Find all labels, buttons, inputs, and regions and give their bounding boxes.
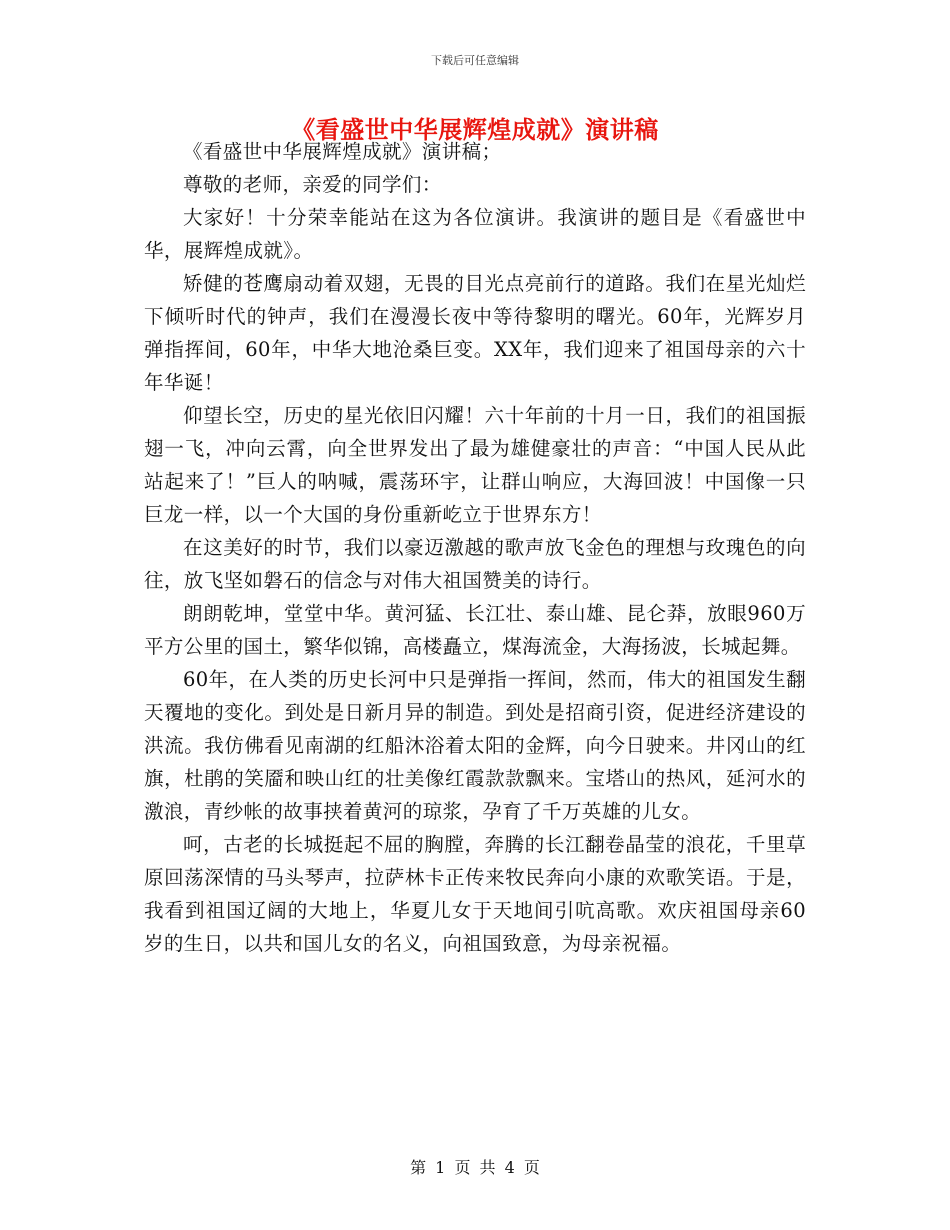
page-header-note: 下载后可任意编辑 (431, 54, 519, 67)
paragraph: 朗朗乾坤，堂堂中华。黄河猛、长江壮、泰山雄、昆仑莽，放眼960万平方公里的国土，繁华似锦，高楼矗立，煤海流金，大海扬波，长城起舞。 (144, 602, 806, 658)
paragraph: 60年，在人类的历史长河中只是弹指一挥间，然而，伟大的祖国发生翻天覆地的变化。到处是日新月异的制造。到处是招商引资，促进经济建设的洪流。我仿佛看见南湖的红船沐浴着太阳的金辉，向今日驶来。井冈山的红旗，杜鹃的笑靥和映山红的壮美像红霞款款飘来。宝塔山的热风，延河水的激浪，青纱帐的故事挟着黄河的琼浆，孕育了千万英雄的儿女。 (144, 668, 806, 823)
paragraph: 尊敬的老师，亲爱的同学们： (183, 173, 442, 196)
paragraph: 大家好！十分荣幸能站在这为各位演讲。我演讲的题目是《看盛世中华，展辉煌成就》。 (144, 206, 806, 262)
paragraph: 矫健的苍鹰扇动着双翅，无畏的目光点亮前行的道路。我们在星光灿烂下倾听时代的钟声，我们在漫漫长夜中等待黎明的曙光。60年，光辉岁月弹指挥间，60年，中华大地沧桑巨变。XX年，我们迎来了祖国母亲的六十年华诞！ (144, 272, 806, 394)
document-body (144, 135, 806, 960)
page-number-footer: 第 1 页 共 4 页 (410, 1158, 540, 1177)
paragraph: 《看盛世中华展辉煌成就》演讲稿； (183, 140, 502, 163)
document-title: 《看盛世中华展辉煌成就》演讲稿 (291, 116, 659, 144)
paragraph: 呵，古老的长城挺起不屈的胸膛，奔腾的长江翻卷晶莹的浪花，千里草原回荡深情的马头琴声，拉萨林卡正传来牧民奔向小康的欢歌笑语。于是，我看到祖国辽阔的大地上，华夏儿女于天地间引吭高歌。欢庆祖国母亲60岁的生日，以共和国儿女的名义，向祖国致意，为母亲祝福。 (144, 833, 806, 955)
paragraph: 仰望长空，历史的星光依旧闪耀！六十年前的十月一日，我们的祖国振翅一飞，冲向云霄，向全世界发出了最为雄健豪壮的声音：“中国人民从此站起来了！”巨人的呐喊，震荡环宇，让群山响应，大海回波！中国像一只巨龙一样，以一个大国的身份重新屹立于世界东方！ (144, 404, 806, 526)
paragraph: 在这美好的时节，我们以豪迈激越的歌声放飞金色的理想与玫瑰色的向往，放飞坚如磐石的信念与对伟大祖国赞美的诗行。 (144, 536, 806, 592)
